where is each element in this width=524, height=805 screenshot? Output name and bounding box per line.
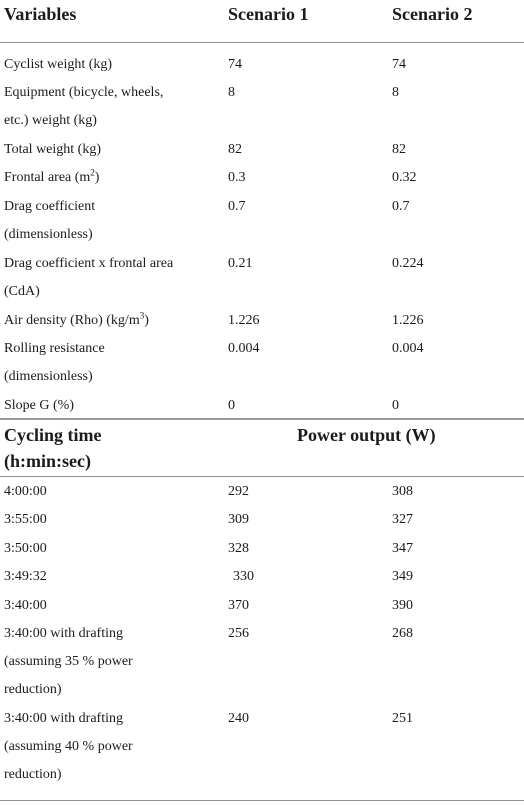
variable-label: Slope G (%)	[4, 398, 74, 413]
header-divider	[0, 476, 524, 477]
scenario-1-value: 0	[228, 398, 235, 413]
header-cycling-time: Cycling time	[4, 425, 102, 445]
variable-label-cont: (CdA)	[4, 284, 40, 299]
header-scenario-2: Scenario 2	[392, 4, 473, 24]
variable-label-main: Air density (Rho) (kg/m	[4, 313, 140, 328]
variable-label: Drag coefficient	[4, 199, 96, 214]
header-cycling-time-unit: (h:min:sec)	[4, 451, 91, 471]
time-label-cont: reduction)	[4, 767, 62, 782]
scenario-2-value: 82	[392, 142, 406, 157]
scenario-1-value: 0.7	[228, 199, 246, 214]
time-label: 3:40:00 with drafting	[4, 711, 123, 726]
variable-label-cont: etc.) weight (kg)	[4, 113, 97, 128]
variable-label	[4, 164, 99, 192]
variable-label	[4, 307, 149, 335]
header-divider	[0, 42, 524, 43]
scenario-1-power: 256	[228, 626, 249, 641]
variable-label-superscript: 3	[139, 310, 145, 321]
time-label: 3:49:32	[4, 569, 47, 584]
variable-label: Rolling resistance	[4, 341, 105, 356]
scenario-1-value: 8	[228, 85, 235, 100]
scenario-2-value: 0.224	[392, 256, 424, 271]
scenario-2-value: 0	[392, 398, 399, 413]
scenario-2-value: 1.226	[392, 313, 424, 328]
variable-label-end: )	[144, 313, 149, 328]
variable-label-main: Frontal area (m	[4, 170, 91, 185]
header-power-output: Power output (W)	[297, 425, 436, 445]
variable-label: Total weight (kg)	[4, 142, 101, 157]
scenario-2-value: 74	[392, 57, 406, 72]
scenario-2-power: 251	[392, 711, 413, 726]
header-scenario-1: Scenario 1	[228, 4, 309, 24]
scenario-1-power: 370	[228, 598, 249, 613]
scenario-1-power: 328	[228, 541, 249, 556]
table-bottom-rule	[0, 800, 524, 801]
scenario-1-value: 0.004	[228, 341, 260, 356]
header-variables: Variables	[4, 4, 77, 24]
time-label: 3:40:00 with drafting	[4, 626, 123, 641]
variable-label: Drag coefficient x frontal area	[4, 256, 174, 271]
variable-label-cont: (dimensionless)	[4, 227, 93, 242]
scenario-2-power: 347	[392, 541, 413, 556]
scenario-1-value: 0.21	[228, 256, 253, 271]
scenario-2-power: 268	[392, 626, 413, 641]
time-label-cont: reduction)	[4, 682, 62, 697]
time-label: 3:50:00	[4, 541, 47, 556]
scenario-2-value: 0.004	[392, 341, 424, 356]
scenario-1-power: 330	[233, 569, 254, 584]
scenario-1-value: 1.226	[228, 313, 260, 328]
time-label: 3:55:00	[4, 512, 47, 527]
scenario-2-power: 349	[392, 569, 413, 584]
variable-label-end: )	[94, 170, 100, 185]
time-label: 4:00:00	[4, 484, 47, 499]
time-label-cont: (assuming 35 % power	[4, 654, 133, 669]
section-divider	[0, 418, 524, 420]
scenario-1-value: 74	[228, 57, 242, 72]
scenario-1-value: 82	[228, 142, 242, 157]
variable-label: Equipment (bicycle, wheels,	[4, 85, 164, 100]
scenario-1-power: 309	[228, 512, 249, 527]
scenario-2-power: 308	[392, 484, 413, 499]
scenario-2-value: 0.7	[392, 199, 410, 214]
variable-label-cont: (dimensionless)	[4, 369, 93, 384]
variable-label-superscript: 2	[90, 167, 95, 178]
time-label: 3:40:00	[4, 598, 47, 613]
scenario-1-power: 292	[228, 484, 249, 499]
scenario-1-value: 0.3	[228, 170, 246, 185]
time-label-cont: (assuming 40 % power	[4, 739, 133, 754]
scenario-2-value: 0.32	[392, 170, 417, 185]
variable-label: Cyclist weight (kg)	[4, 57, 113, 72]
scenario-2-power: 390	[392, 598, 413, 613]
scenario-2-power: 327	[392, 512, 413, 527]
scenario-2-value: 8	[392, 85, 399, 100]
scenario-1-power: 240	[228, 711, 249, 726]
